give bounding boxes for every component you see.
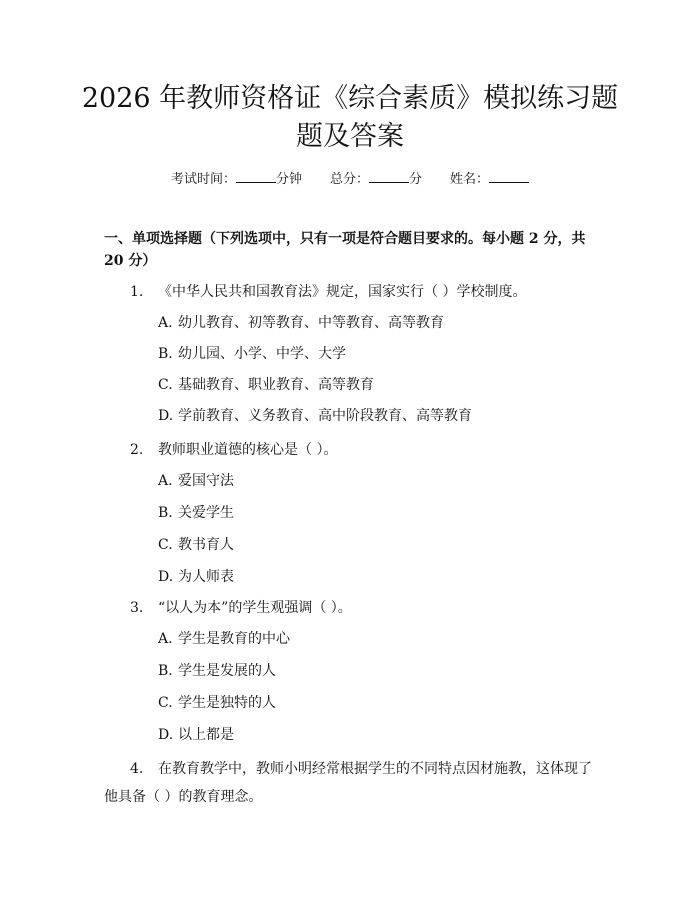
exam-time-blank bbox=[236, 168, 276, 183]
option-text: 为人师表 bbox=[178, 569, 234, 585]
option-text: 基础教育、职业教育、高等教育 bbox=[178, 377, 374, 393]
option-2d bbox=[158, 567, 234, 587]
option-letter: D. bbox=[158, 569, 174, 585]
option-letter: A. bbox=[158, 315, 173, 331]
question-text: “以人为本”的学生观强调（ ）。 bbox=[158, 600, 352, 616]
option-letter: D. bbox=[158, 727, 174, 743]
question-text: 教师职业道德的核心是（ ）。 bbox=[158, 442, 338, 458]
exam-name-blank bbox=[489, 168, 529, 183]
option-1b bbox=[158, 344, 346, 364]
option-text: 关爱学生 bbox=[178, 505, 234, 521]
option-letter: C. bbox=[158, 695, 173, 711]
question-3 bbox=[130, 598, 352, 618]
option-3b bbox=[158, 661, 276, 681]
question-2 bbox=[130, 440, 337, 460]
question-4 bbox=[104, 755, 604, 811]
option-text: 学生是发展的人 bbox=[178, 663, 276, 679]
option-3a bbox=[158, 629, 290, 649]
option-2c bbox=[158, 535, 234, 555]
option-3c bbox=[158, 693, 276, 713]
question-number: 3. bbox=[130, 600, 144, 616]
option-1c bbox=[158, 375, 374, 395]
exam-score-blank bbox=[369, 168, 409, 183]
exam-time-unit: 分钟 bbox=[275, 172, 302, 187]
option-letter: C. bbox=[158, 377, 173, 393]
section-heading-single-choice: 一、单项选择题（下列选项中，只有一项是符合题目要求的。每小题 2 分，共 20 分） bbox=[104, 231, 586, 269]
exam-time-label: 考试时间： bbox=[170, 172, 236, 187]
option-letter: B. bbox=[158, 505, 173, 521]
option-3d bbox=[158, 725, 234, 745]
option-2a bbox=[158, 471, 234, 491]
option-letter: B. bbox=[158, 346, 173, 362]
option-letter: A. bbox=[158, 631, 173, 647]
option-text: 爱国守法 bbox=[178, 473, 234, 489]
question-text: 在教育教学中，教师小明经常根据学生的不同特点因材施教，这体现了他具备（ ）的教育理念。 bbox=[104, 761, 592, 805]
exam-info bbox=[0, 168, 700, 190]
option-1a bbox=[158, 313, 444, 333]
question-1 bbox=[130, 282, 526, 302]
option-letter: B. bbox=[158, 663, 173, 679]
option-letter: C. bbox=[158, 537, 173, 553]
option-text: 学生是独特的人 bbox=[178, 695, 276, 711]
question-text: 《中华人民共和国教育法》规定，国家实行（ ）学校制度。 bbox=[158, 284, 527, 300]
document-title-line2: 题及答案 bbox=[296, 121, 404, 152]
document-title-line1: 2026 年教师资格证《综合素质》模拟练习题 bbox=[81, 83, 619, 114]
option-text: 幼儿教育、初等教育、中等教育、高等教育 bbox=[178, 315, 444, 331]
option-text: 教书育人 bbox=[178, 537, 234, 553]
option-text: 幼儿园、小学、中学、大学 bbox=[178, 346, 346, 362]
question-number: 1. bbox=[130, 284, 144, 300]
option-letter: A. bbox=[158, 473, 173, 489]
option-1d bbox=[158, 406, 472, 426]
exam-name-label: 姓名： bbox=[450, 172, 490, 187]
question-number: 2. bbox=[130, 442, 144, 458]
option-text: 以上都是 bbox=[178, 727, 234, 743]
question-number: 4. bbox=[130, 761, 144, 777]
exam-score-unit: 分 bbox=[409, 172, 423, 187]
option-letter: D. bbox=[158, 408, 174, 424]
option-text: 学生是教育的中心 bbox=[178, 631, 290, 647]
option-text: 学前教育、义务教育、高中阶段教育、高等教育 bbox=[178, 408, 472, 424]
exam-score-label: 总分： bbox=[329, 172, 369, 187]
option-2b bbox=[158, 503, 234, 523]
